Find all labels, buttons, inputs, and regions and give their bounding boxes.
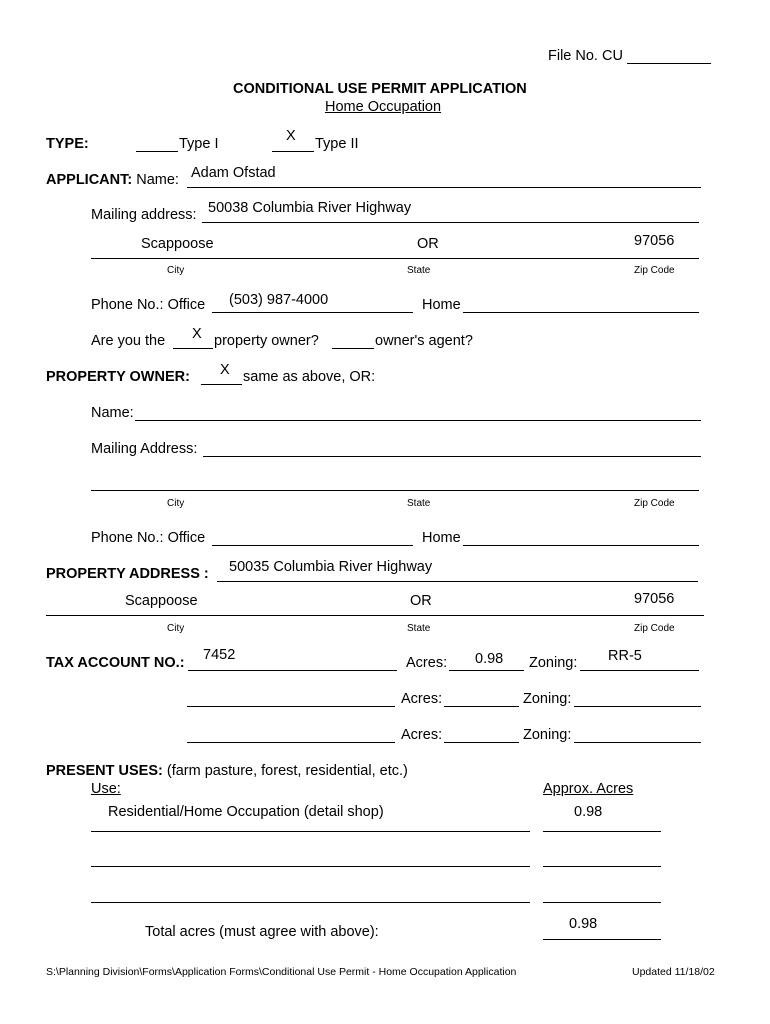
same-as-above-label: same as above, OR: bbox=[243, 369, 376, 385]
same-as-above-blank[interactable] bbox=[201, 384, 242, 385]
type-label: TYPE: bbox=[46, 136, 89, 152]
applicant-state-value: OR bbox=[417, 236, 439, 252]
owner-option: property owner? bbox=[214, 333, 319, 349]
page-title: CONDITIONAL USE PERMIT APPLICATION bbox=[233, 81, 527, 97]
owner-question: Are you the bbox=[91, 333, 166, 349]
tax-account-line[interactable] bbox=[187, 706, 395, 707]
total-acres-value: 0.98 bbox=[569, 916, 598, 932]
tax-account-heading: TAX ACCOUNT NO.: bbox=[46, 655, 185, 671]
use-acres-line[interactable] bbox=[543, 902, 661, 903]
present-uses-note: (farm pasture, forest, residential, etc.) bbox=[166, 763, 408, 779]
footer-file-path: S:\Planning Division\Forms\Application Forms\Conditional Use Permit - Home Occupation Application bbox=[46, 966, 517, 978]
applicant-name-line[interactable] bbox=[187, 187, 701, 188]
same-as-above-mark: X bbox=[220, 362, 230, 378]
property-address-value: 50035 Columbia River Highway bbox=[229, 559, 433, 575]
use-column-header: Use: bbox=[91, 781, 121, 797]
file-number-label: File No. CU bbox=[548, 48, 623, 64]
agent-option: owner's agent? bbox=[375, 333, 473, 349]
use-value: Residential/Home Occupation (detail shop) bbox=[108, 804, 384, 820]
acres-label: Acres: bbox=[401, 691, 443, 707]
acres-value: 0.98 bbox=[475, 651, 504, 667]
total-acres-label: Total acres (must agree with above): bbox=[145, 924, 379, 940]
acres-column-header: Approx. Acres bbox=[543, 781, 634, 797]
use-line[interactable] bbox=[91, 866, 530, 867]
property-address-line[interactable] bbox=[217, 581, 698, 582]
file-number-line[interactable] bbox=[627, 63, 711, 64]
state-caption: State bbox=[407, 623, 431, 634]
owner-phone-home-label: Home bbox=[422, 530, 461, 546]
property-zip-value: 97056 bbox=[634, 591, 675, 607]
present-uses-heading: PRESENT USES: bbox=[46, 763, 163, 779]
acres-label: Acres: bbox=[406, 655, 448, 671]
zip-caption: Zip Code bbox=[634, 623, 675, 634]
owner-mailing-line[interactable] bbox=[203, 456, 701, 457]
type2-label: Type II bbox=[315, 136, 359, 152]
applicant-mailing-label: Mailing address: bbox=[91, 207, 197, 223]
tax-account-value: 7452 bbox=[203, 647, 236, 663]
tax-account-line[interactable] bbox=[188, 670, 397, 671]
applicant-phone-office-label: Phone No.: Office bbox=[91, 297, 206, 313]
owner-phone-home-line[interactable] bbox=[463, 545, 699, 546]
type1-blank[interactable] bbox=[136, 151, 178, 152]
owner-name-line[interactable] bbox=[135, 420, 701, 421]
zoning-label: Zoning: bbox=[529, 655, 578, 671]
agent-blank[interactable] bbox=[332, 348, 374, 349]
acres-line[interactable] bbox=[444, 742, 519, 743]
property-state-value: OR bbox=[410, 593, 432, 609]
applicant-zip-value: 97056 bbox=[634, 233, 675, 249]
total-acres-line[interactable] bbox=[543, 939, 661, 940]
footer-updated-date: Updated 11/18/02 bbox=[632, 966, 715, 978]
present-uses-row bbox=[46, 763, 408, 780]
zoning-line[interactable] bbox=[580, 670, 699, 671]
zoning-value: RR-5 bbox=[608, 648, 642, 664]
property-city-state-zip-line[interactable] bbox=[46, 615, 704, 616]
applicant-phone-office-value: (503) 987-4000 bbox=[229, 292, 329, 308]
zoning-label: Zoning: bbox=[523, 727, 572, 743]
tax-account-line[interactable] bbox=[187, 742, 395, 743]
owner-name-label: Name: bbox=[91, 405, 134, 421]
city-caption: City bbox=[167, 265, 185, 276]
applicant-mailing-line[interactable] bbox=[202, 222, 699, 223]
use-acres-line[interactable] bbox=[543, 831, 661, 832]
owner-mailing-label: Mailing Address: bbox=[91, 441, 198, 457]
use-line[interactable] bbox=[91, 902, 530, 903]
owner-mark: X bbox=[192, 326, 202, 342]
applicant-mailing-value: 50038 Columbia River Highway bbox=[208, 200, 412, 216]
acres-label: Acres: bbox=[401, 727, 443, 743]
page-subtitle: Home Occupation bbox=[325, 99, 442, 115]
property-owner-heading: PROPERTY OWNER: bbox=[46, 369, 190, 385]
zip-caption: Zip Code bbox=[634, 265, 675, 276]
applicant-phone-home-line[interactable] bbox=[463, 312, 699, 313]
city-caption: City bbox=[167, 498, 185, 509]
applicant-city-state-zip-line[interactable] bbox=[91, 258, 699, 259]
property-address-heading: PROPERTY ADDRESS : bbox=[46, 566, 209, 582]
applicant-heading: APPLICANT: bbox=[46, 172, 133, 188]
zoning-line[interactable] bbox=[574, 706, 701, 707]
use-acres-value: 0.98 bbox=[574, 804, 603, 820]
state-caption: State bbox=[407, 498, 431, 509]
applicant-phone-office-line[interactable] bbox=[212, 312, 413, 313]
owner-city-state-zip-line[interactable] bbox=[91, 490, 699, 491]
acres-line[interactable] bbox=[444, 706, 519, 707]
acres-line[interactable] bbox=[449, 670, 524, 671]
city-caption: City bbox=[167, 623, 185, 634]
owner-phone-office-label: Phone No.: Office bbox=[91, 530, 206, 546]
use-line[interactable] bbox=[91, 831, 530, 832]
owner-phone-office-line[interactable] bbox=[212, 545, 413, 546]
state-caption: State bbox=[407, 265, 431, 276]
zip-caption: Zip Code bbox=[634, 498, 675, 509]
zoning-label: Zoning: bbox=[523, 691, 572, 707]
use-acres-line[interactable] bbox=[543, 866, 661, 867]
type2-mark: X bbox=[286, 128, 296, 144]
zoning-line[interactable] bbox=[574, 742, 701, 743]
property-city-value: Scappoose bbox=[125, 593, 198, 609]
applicant-name-row bbox=[46, 172, 179, 189]
type1-label: Type I bbox=[179, 136, 219, 152]
applicant-city-value: Scappoose bbox=[141, 236, 214, 252]
applicant-name-value: Adam Ofstad bbox=[191, 165, 276, 181]
owner-blank[interactable] bbox=[173, 348, 213, 349]
applicant-name-label: Name: bbox=[136, 172, 179, 188]
type2-blank[interactable] bbox=[272, 151, 314, 152]
applicant-phone-home-label: Home bbox=[422, 297, 461, 313]
